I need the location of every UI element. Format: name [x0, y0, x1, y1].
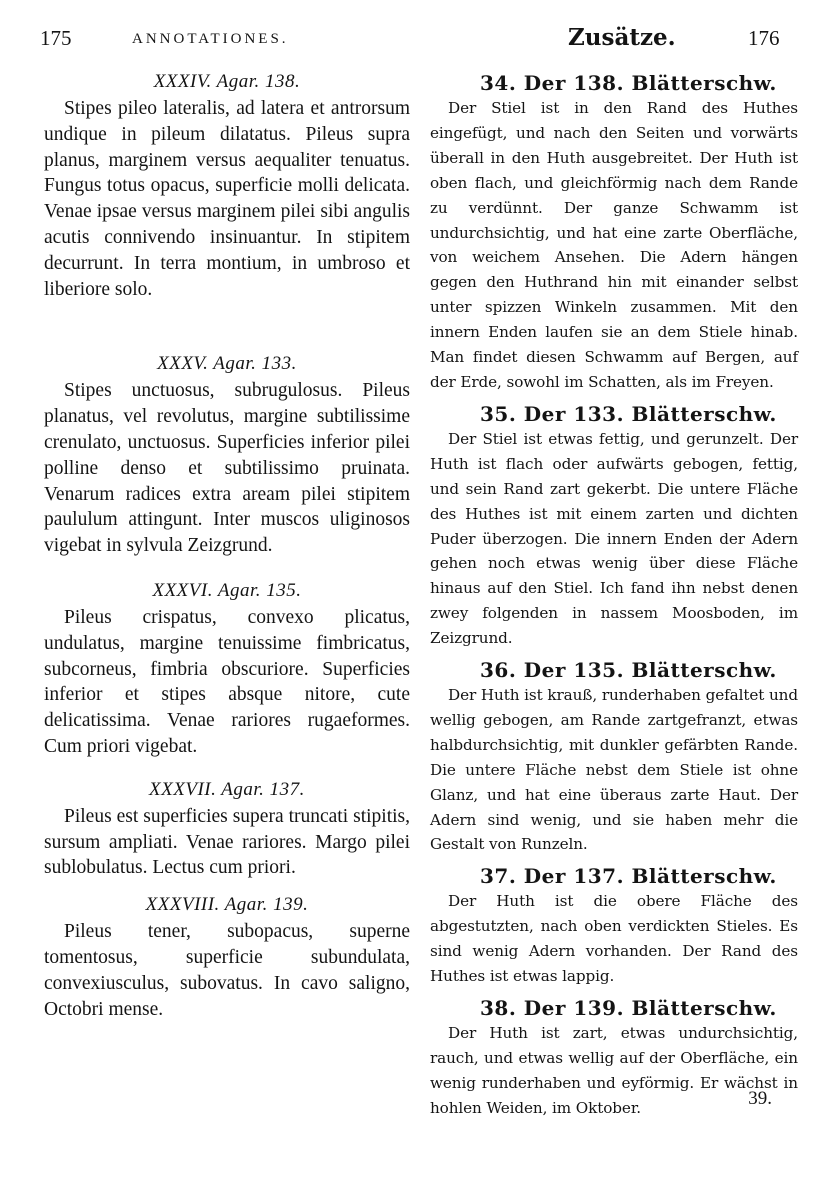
german-entry [430, 995, 798, 1121]
german-entry-text: Der Huth ist krauß, runderhaben gefaltet und wellig gebogen, am Rande zartgefranzt, etwas halbdurchsichtig, mit dunkler gefärbten Rande. Die untere Fläche nebst dem Stiele ist ohne Glanz, und hat eine überaus zarte Haut. Der Adern sind wenig, und sie haben mehr die Gestalt von Runzeln. [430, 686, 798, 854]
latin-column [44, 70, 410, 1022]
latin-entry-text: Stipes pileo lateralis, ad latera et antrorsum undique in pileum dilatatus. Pileus supra planus, marginem versus aequaliter tenuatus. Fungus totus opacus, superficie molli delicata. Venae ipsae versus marginem pilei sibi angulis acutis connivendo insinuantur. In stipitem decurrunt. In terra montium, in umbroso et liberiore solo. [44, 98, 410, 300]
german-entry-text: Der Huth ist die obere Fläche des abgestutzten, nach oben verdickten Stieles. Es sind wenig Adern vorhanden. Der Rand des Huthes ist etwas lappig. [430, 892, 798, 986]
latin-entry-text: Pileus est superficies supera truncati stipitis, sursum ampliati. Venae rariores. Margo pilei sublobulatus. Lectus cum priori. [44, 805, 410, 879]
german-entry-text: Der Stiel ist etwas fettig, und gerunzelt. Der Huth ist flach oder aufwärts gebogen, fettig, und sein Rand zart gekerbt. Die untere Fläche des Huthes ist mit einem zarten und dichten Puder überzogen. Die innern Enden der Adern gehen noch etwas wenig über diese Fläche hinaus auf den Stiel. Ich fand ihn nebst denen zwey folgenden in nassem Moosboden, im Zeizgrund. [430, 429, 798, 648]
latin-entry-text: Stipes unctuosus, subrugulosus. Pileus planatus, vel revolutus, margine subtilissime crenulato, unctuosus. Superficies inferior pilei polline denso et subtilissimo pruinata. Venarum radices extra aream pilei stipitem paululum attingunt. Inter muscos uliginosos vigebat in sylvula Zeizgrund. [44, 380, 410, 557]
right-page-number: 176 [748, 26, 780, 50]
german-entry [430, 657, 798, 857]
german-entry [430, 401, 798, 651]
german-entry-heading: 37. Der 137. Blätterschw. [480, 864, 777, 889]
latin-entry-heading: XXXVI. Agar. 135. [152, 579, 302, 601]
german-entry-heading: 35. Der 133. Blätterschw. [480, 401, 777, 426]
latin-entry-heading: XXXIV. Agar. 138. [153, 71, 301, 92]
latin-entry [44, 579, 410, 760]
signature-mark: 39. [748, 1088, 772, 1109]
latin-entry-heading: XXXVII. Agar. 137. [149, 778, 305, 800]
german-entry-text: Der Huth ist zart, etwas undurchsichtig, rauch, und etwas wellig auf der Oberfläche, ein wenig runderhaben und eyförmig. Er wächst in hohlen Weiden, im Oktober. [430, 1024, 798, 1117]
german-entry [430, 70, 798, 395]
german-entry-heading: 36. Der 135. Blätterschw. [480, 658, 777, 683]
latin-entry-text: Pileus crispatus, convexo plicatus, undulatus, margine tenuissime fimbricatus, subcorneus, fimbria obscuriore. Superficies inferior et stipes absque nitore, cute delicatissima. Venae rariores rugaeformes. Cum priori vigebat. [44, 606, 410, 757]
latin-entry-heading: XXXVIII. Agar. 139. [145, 894, 309, 916]
latin-entry [44, 893, 410, 1022]
latin-entry [44, 70, 410, 302]
german-entry-text: Der Stiel ist in den Rand des Huthes eingefügt, und nach den Seiten und vorwärts überall in den Huth ausgebreitet. Der Huth ist oben flach, und gleichförmig nach dem Rande zu verdünnt. Der ganze Schwamm ist undurchsichtig, und hat eine zarte Oberfläche, von weichem Ansehen. Die Adern hängen gegen den Huthrand hin mit einander selbst unter spizzen Winkeln zusammen. Mit den innern Enden laufen sie an dem Stiele hinab. Man findet diesen Schwamm auf Bergen, auf der Erde, sowohl im Schatten, als im Freyen. [430, 99, 798, 391]
latin-entry [44, 352, 410, 559]
left-running-title: ANNOTATIONES. [132, 31, 289, 47]
german-entry [430, 863, 798, 989]
right-running-title: Zusätze. [568, 24, 676, 51]
german-entry-heading: 34. Der 138. Blätterschw. [480, 71, 777, 95]
german-column [430, 70, 798, 1121]
latin-entry-text: Pileus tener, subopacus, superne tomentosus, superficie subundulata, convexiusculus, subovatus. In cavo saligno, Octobri mense. [44, 921, 410, 1020]
german-entry-heading: 38. Der 139. Blätterschw. [480, 996, 777, 1020]
latin-entry [44, 778, 410, 881]
left-page-number: 175 [40, 26, 72, 50]
latin-entry-heading: XXXV. Agar. 133. [157, 353, 297, 375]
